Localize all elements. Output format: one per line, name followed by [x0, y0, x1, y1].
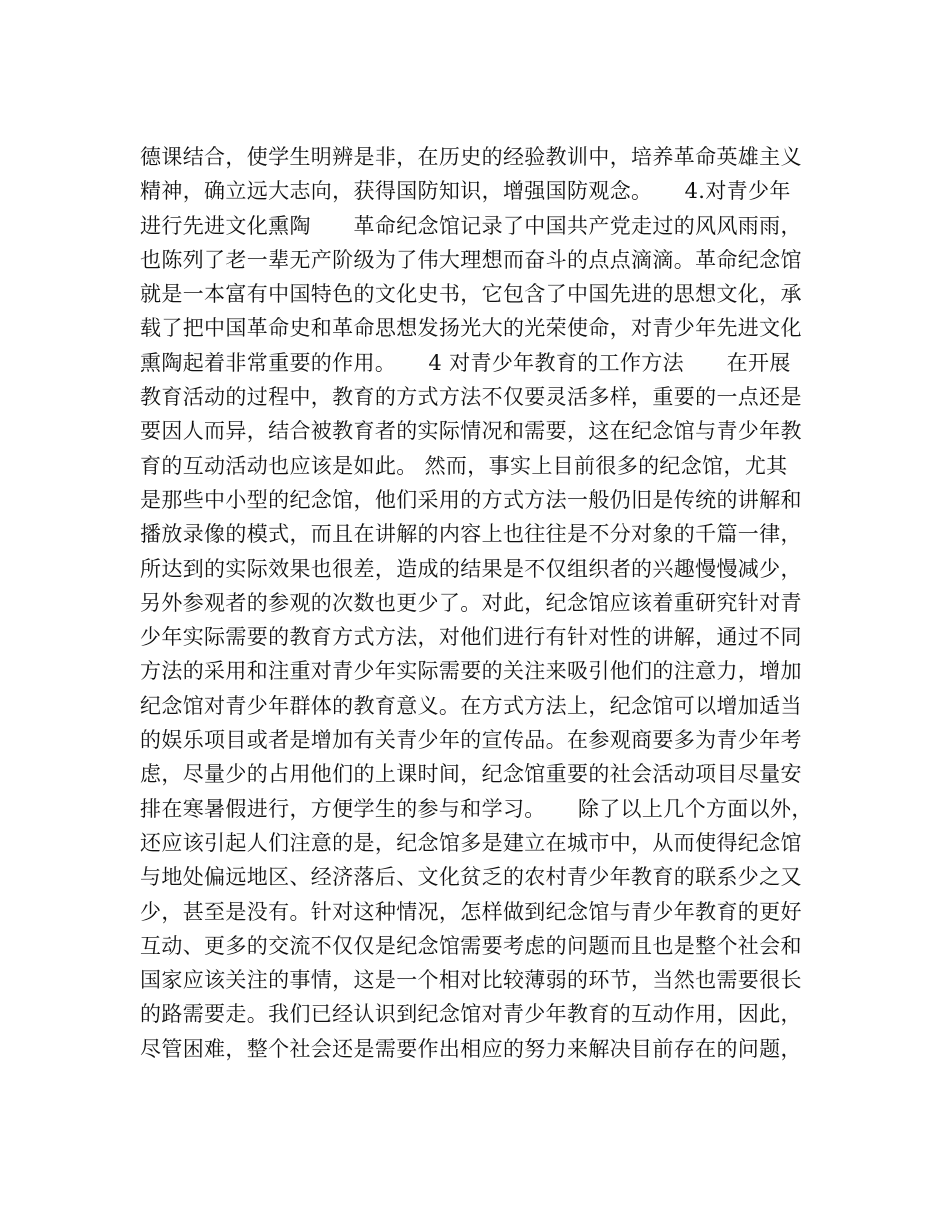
text-line-2: 精神，确立远大志向，获得国防知识，增强国防观念。 4.对青少年	[140, 179, 791, 204]
text-line-6: 载了把中国革命史和革命思想发扬光大的光荣使命，对青少年先进文化	[140, 316, 802, 341]
text-line-8: 教育活动的过程中，教育的方式方法不仅要灵活多样，重要的一点还是	[140, 385, 802, 410]
text-line-15: 少年实际需要的教育方式方法，对他们进行有针对性的讲解，通过不同	[140, 625, 802, 650]
text-line-10: 育的互动活动也应该是如此。 然而，事实上目前很多的纪念馆，尤其	[140, 453, 788, 478]
text-line-24: 互动、更多的交流不仅仅是纪念馆需要考虑的问题而且也是整个社会和	[140, 933, 802, 958]
text-line-14: 另外参观者的参观的次数也更少了。对此，纪念馆应该着重研究针对青	[140, 590, 802, 615]
text-line-11: 是那些中小型的纪念馆，他们采用的方式方法一般仍旧是传统的讲解和	[140, 487, 802, 512]
text-line-17: 纪念馆对青少年群体的教育意义。在方式方法上，纪念馆可以增加适当	[140, 693, 802, 718]
text-line-21: 还应该引起人们注意的是，纪念馆多是建立在城市中，从而使得纪念馆	[140, 830, 802, 855]
text-line-3: 进行先进文化熏陶 革命纪念馆记录了中国共产党走过的风风雨雨，	[140, 213, 802, 238]
text-line-4: 也陈列了老一辈无产阶级为了伟大理想而奋斗的点点滴滴。革命纪念馆	[140, 247, 802, 272]
text-line-12: 播放录像的模式，而且在讲解的内容上也往往是不分对象的千篇一律，	[140, 522, 802, 547]
text-line-23: 少，甚至是没有。针对这种情况，怎样做到纪念馆与青少年教育的更好	[140, 899, 802, 924]
body-text	[140, 140, 840, 1066]
text-line-26: 的路需要走。我们已经认识到纪念馆对青少年教育的互动作用，因此，	[140, 1002, 802, 1027]
text-line-25: 国家应该关注的事情，这是一个相对比较薄弱的环节，当然也需要很长	[140, 968, 802, 993]
text-line-16: 方法的采用和注重对青少年实际需要的关注来吸引他们的注意力，增加	[140, 659, 802, 684]
text-line-7: 熏陶起着非常重要的作用。 4 对青少年教育的工作方法 在开展	[140, 350, 791, 375]
text-line-1: 德课结合，使学生明辨是非，在历史的经验教训中，培养革命英雄主义	[140, 145, 802, 169]
text-line-18: 的娱乐项目或者是增加有关青少年的宣传品。在参观商要多为青少年考	[140, 728, 802, 753]
text-line-13: 所达到的实际效果也很差，造成的结果是不仅组织者的兴趣慢慢减少，	[140, 556, 802, 581]
text-line-5: 就是一本富有中国特色的文化史书，它包含了中国先进的思想文化，承	[140, 282, 802, 307]
text-line-19: 虑，尽量少的占用他们的上课时间，纪念馆重要的社会活动项目尽量安	[140, 762, 802, 787]
text-line-22: 与地处偏远地区、经济落后、文化贫乏的农村青少年教育的联系少之又	[140, 865, 802, 890]
text-line-27: 尽管困难，整个社会还是需要作出相应的努力来解决目前存在的问题，	[140, 1036, 802, 1061]
text-line-9: 要因人而异，结合被教育者的实际情况和需要，这在纪念馆与青少年教	[140, 419, 802, 444]
text-line-20: 排在寒暑假进行，方便学生的参与和学习。 除了以上几个方面以外，	[140, 796, 813, 821]
